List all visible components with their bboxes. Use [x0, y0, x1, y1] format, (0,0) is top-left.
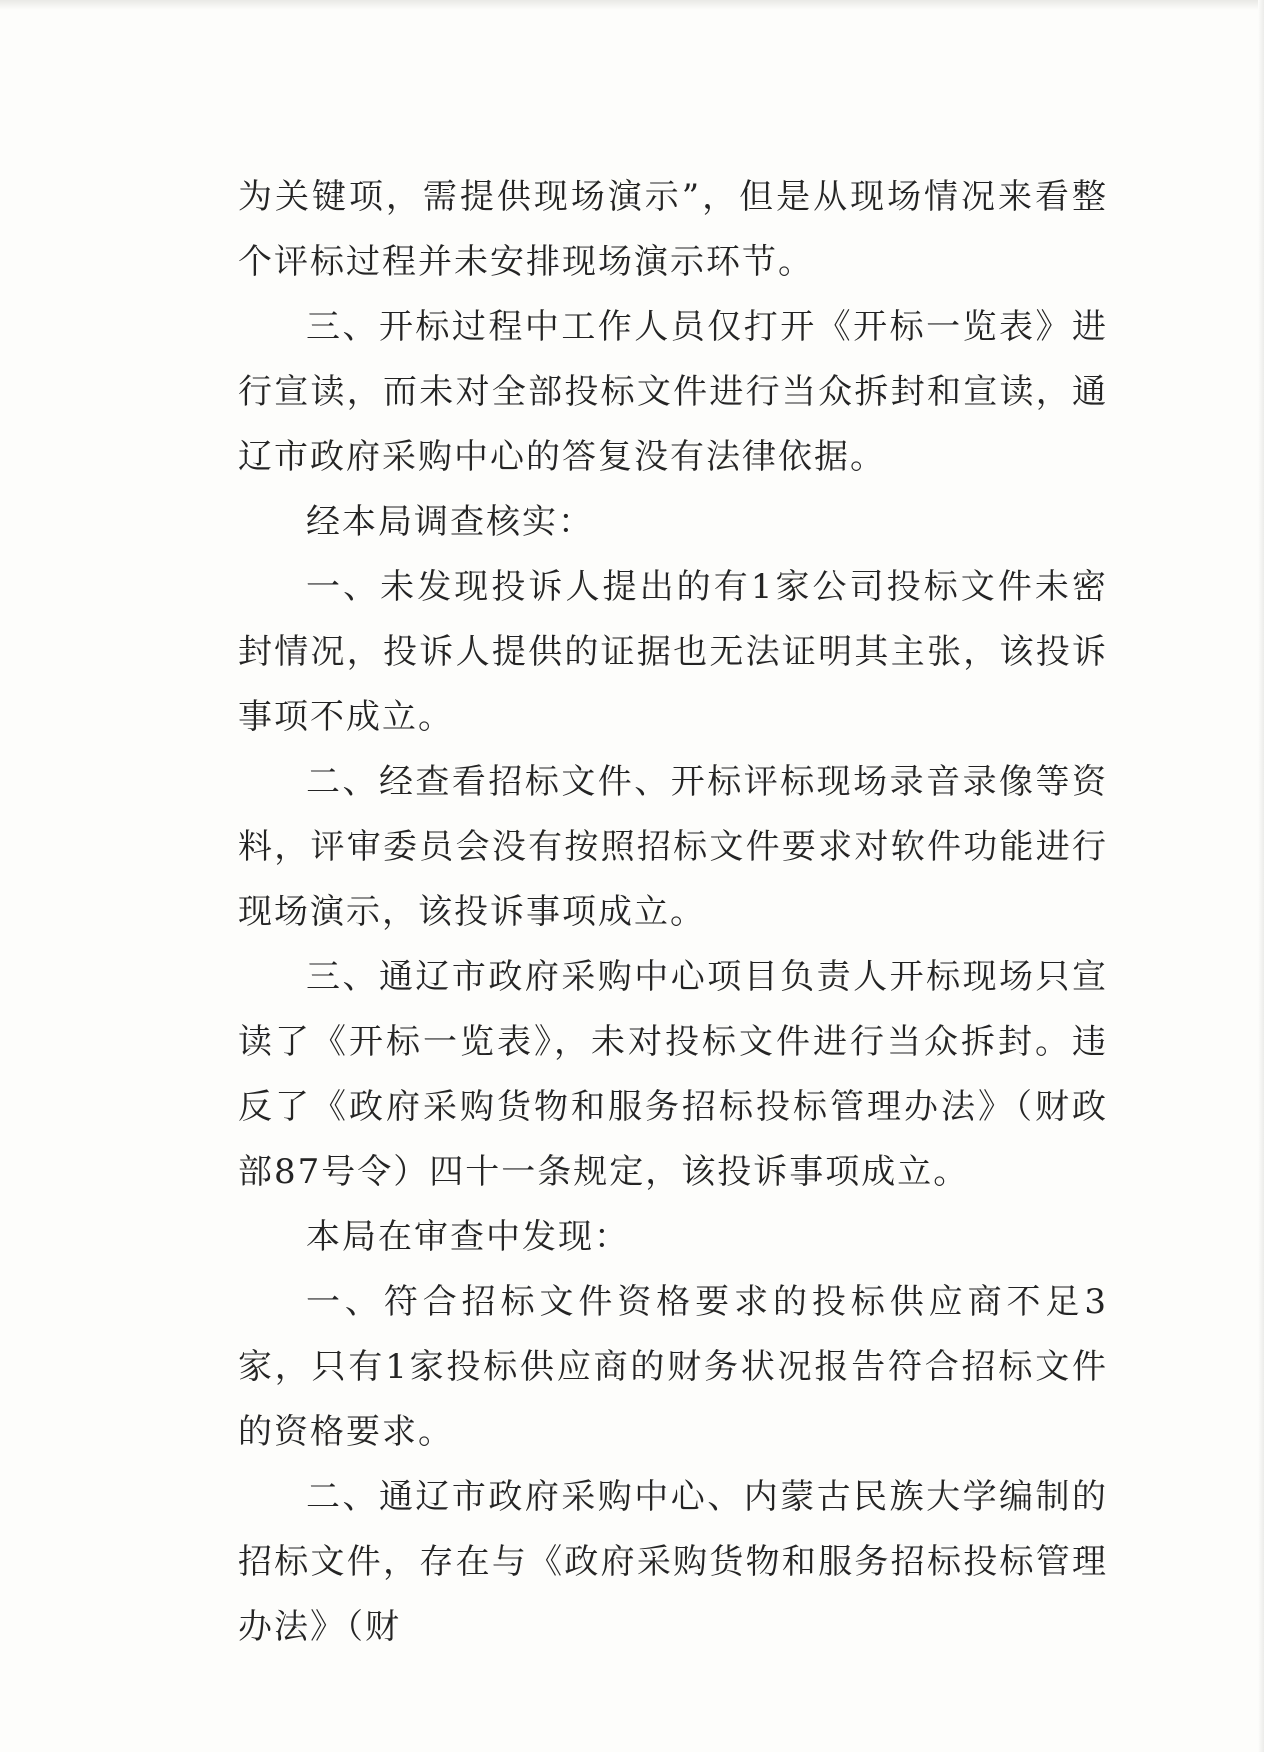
scan-top-edge	[0, 0, 1264, 10]
paragraph-finding-2: 二、经查看招标文件、开标评标现场录音录像等资料，评审委员会没有按照招标文件要求对软件功能进行现场演示，该投诉事项成立。	[238, 762, 1108, 932]
scan-right-edge	[1258, 0, 1264, 1752]
document-body	[238, 165, 1108, 1660]
paragraph-review-heading: 本局在审查中发现：	[306, 1217, 630, 1257]
paragraph-investigation-heading: 经本局调查核实：	[306, 502, 594, 542]
paragraph-review-2: 二、通辽市政府采购中心、内蒙古民族大学编制的招标文件，存在与《政府采购货物和服务招标投标管理办法》（财	[238, 1477, 1108, 1647]
paragraph-finding-3: 三、通辽市政府采购中心项目负责人开标现场只宣读了《开标一览表》，未对投标文件进行当众拆封。违反了《政府采购货物和服务招标投标管理办法》（财政部87号令）四十一条规定，该投诉事项成立。	[238, 957, 1108, 1192]
paragraph-review-1: 一、符合招标文件资格要求的投标供应商不足3家，只有1家投标供应商的财务状况报告符合招标文件的资格要求。	[238, 1282, 1108, 1452]
paragraph-continuation: 为关键项，需提供现场演示”，但是从现场情况来看整个评标过程并未安排现场演示环节。	[238, 177, 1108, 282]
paragraph-finding-1: 一、未发现投诉人提出的有1家公司投标文件未密封情况，投诉人提供的证据也无法证明其主张，该投诉事项不成立。	[238, 567, 1108, 737]
paragraph-complaint-item-3: 三、开标过程中工作人员仅打开《开标一览表》进行宣读，而未对全部投标文件进行当众拆封和宣读，通辽市政府采购中心的答复没有法律依据。	[238, 307, 1108, 477]
